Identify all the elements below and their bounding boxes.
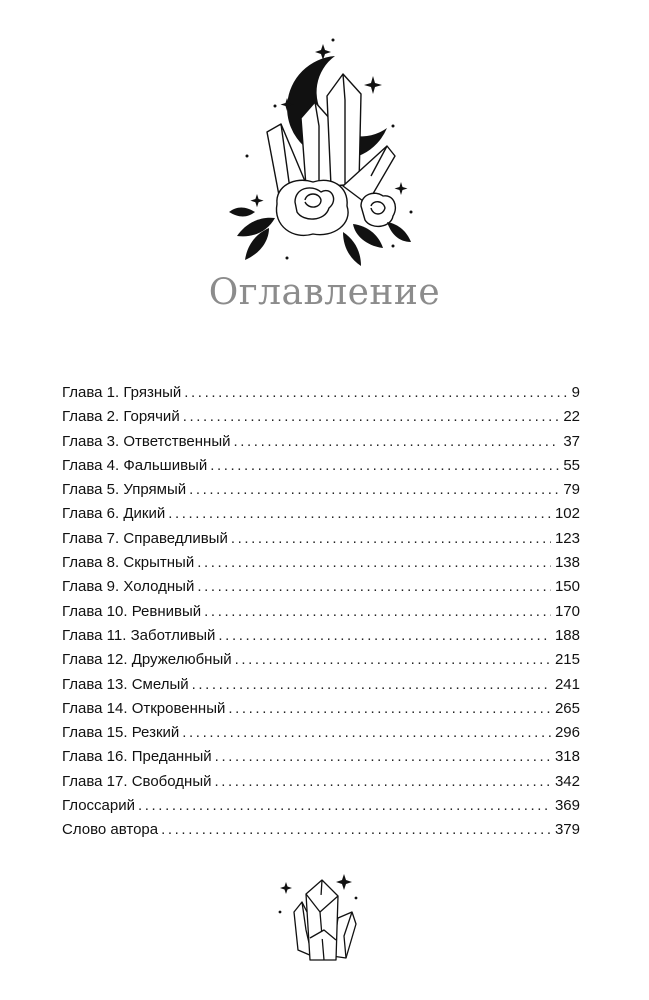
toc-entry-label: Глава 6. Дикий: [62, 505, 166, 523]
toc-entry[interactable]: [62, 697, 580, 721]
toc-entry-page: 55: [563, 456, 580, 474]
toc-entry-page: 102: [554, 505, 580, 523]
dot-leader: [228, 697, 551, 721]
toc-entry-page: 265: [554, 699, 580, 717]
dot-leader: [210, 454, 559, 478]
toc-entry[interactable]: [62, 600, 580, 624]
toc-entry-label: Глава 13. Смелый: [62, 675, 189, 693]
toc-entry-page: 296: [554, 724, 580, 742]
toc-entry-page: 170: [554, 602, 580, 620]
page-title: Оглавление: [208, 272, 441, 313]
toc-entry-page: 150: [554, 578, 580, 596]
toc-entry[interactable]: [62, 454, 580, 478]
toc-entry-label: Глава 8. Скрытный: [62, 554, 195, 572]
dot-leader: [215, 745, 551, 769]
toc-entry-page: 241: [554, 675, 580, 693]
toc-entry-label: Глоссарий: [62, 797, 135, 815]
dot-leader: [182, 721, 551, 745]
table-of-contents: [62, 381, 580, 843]
toc-entry-label: Глава 5. Упрямый: [62, 481, 187, 499]
toc-entry-label: Глава 14. Откровенный: [62, 699, 226, 717]
toc-entry-label: Глава 15. Резкий: [62, 724, 180, 742]
toc-entry-page: 379: [554, 821, 580, 839]
dot-leader: [192, 673, 551, 697]
dot-leader: [218, 624, 551, 648]
toc-entry[interactable]: [62, 381, 580, 405]
toc-entry-page: 123: [554, 529, 580, 547]
toc-entry[interactable]: [62, 430, 580, 454]
dot-leader: [234, 430, 560, 454]
toc-entry-page: 79: [563, 481, 580, 499]
toc-entry-label: Глава 12. Дружелюбный: [62, 651, 232, 669]
toc-entry[interactable]: [62, 478, 580, 502]
toc-entry[interactable]: [62, 770, 580, 794]
toc-entry-label: Глава 2. Горячий: [62, 408, 180, 426]
crystal-cluster-icon: [272, 868, 372, 968]
toc-entry[interactable]: [62, 818, 580, 842]
dot-leader: [204, 600, 551, 624]
toc-entry[interactable]: [62, 405, 580, 429]
dot-leader: [235, 648, 551, 672]
toc-entry-label: Слово автора: [62, 821, 159, 839]
toc-entry-label: Глава 9. Холодный: [62, 578, 195, 596]
toc-entry-page: 138: [554, 554, 580, 572]
toc-entry-label: Глава 4. Фальшивый: [62, 456, 208, 474]
toc-entry[interactable]: [62, 551, 580, 575]
toc-entry[interactable]: [62, 502, 580, 526]
toc-entry[interactable]: [62, 575, 580, 599]
toc-entry[interactable]: [62, 624, 580, 648]
dot-leader: [184, 381, 567, 405]
dot-leader: [168, 502, 551, 526]
dot-leader: [197, 575, 551, 599]
toc-entry-page: 9: [571, 384, 580, 401]
dot-leader: [161, 818, 551, 842]
toc-entry-label: Глава 7. Справедливый: [62, 529, 228, 547]
moon-crystal-rose-illustration-icon: [215, 36, 435, 276]
dot-leader: [138, 794, 551, 818]
toc-entry-label: Глава 17. Свободный: [62, 772, 212, 790]
toc-entry-page: 22: [563, 408, 580, 426]
dot-leader: [231, 527, 551, 551]
dot-leader: [189, 478, 559, 502]
toc-entry-label: Глава 11. Заботливый: [62, 626, 216, 644]
toc-entry-page: 369: [554, 797, 580, 815]
toc-entry-page: 37: [563, 432, 580, 450]
toc-entry-page: 215: [554, 651, 580, 669]
dot-leader: [183, 405, 560, 429]
toc-entry-label: Глава 1. Грязный: [62, 384, 182, 401]
dot-leader: [197, 551, 551, 575]
toc-entry-label: Глава 16. Преданный: [62, 748, 212, 766]
toc-entry[interactable]: [62, 721, 580, 745]
dot-leader: [214, 770, 550, 794]
toc-entry-label: Глава 10. Ревнивый: [62, 602, 202, 620]
toc-entry[interactable]: [62, 745, 580, 769]
toc-entry[interactable]: [62, 794, 580, 818]
toc-entry-page: 342: [554, 772, 580, 790]
toc-entry[interactable]: [62, 527, 580, 551]
toc-entry-page: 318: [554, 748, 580, 766]
toc-entry[interactable]: [62, 673, 580, 697]
toc-entry-label: Глава 3. Ответственный: [62, 432, 231, 450]
toc-entry[interactable]: [62, 648, 580, 672]
toc-entry-page: 188: [554, 626, 580, 644]
